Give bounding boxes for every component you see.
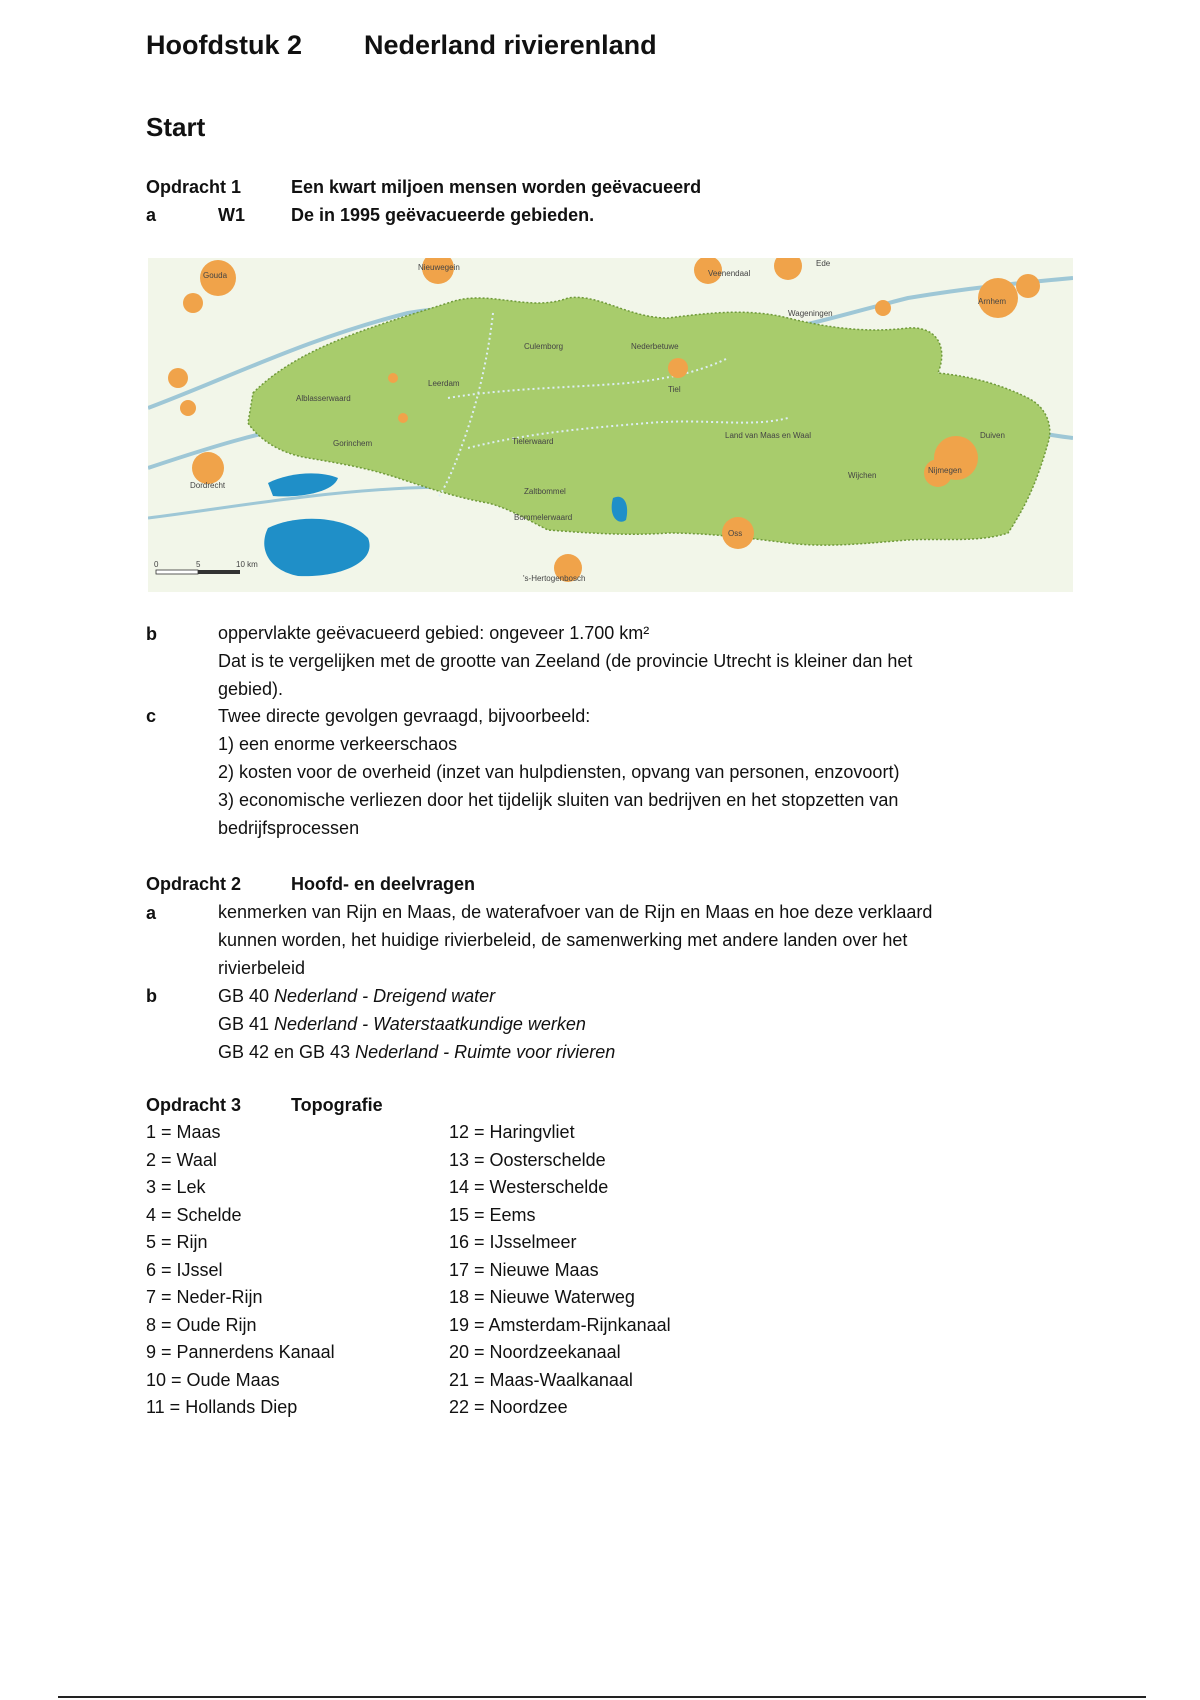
- opdracht1-c-letter: c: [146, 706, 157, 726]
- scale-label-5: 5: [196, 560, 201, 569]
- opdracht1-title: Een kwart miljoen mensen worden geëvacueerd: [291, 177, 702, 197]
- topo-item: 9 = Pannerdens Kanaal: [146, 1342, 335, 1362]
- gb-code: GB 41: [218, 1014, 270, 1034]
- gb-code: GB 40: [218, 986, 270, 1006]
- topo-item: 15 = Eems: [449, 1204, 536, 1225]
- opdracht1-b-line1: oppervlakte geëvacueerd gebied: ongeveer 1.700 km²: [218, 623, 650, 643]
- gb-title: Nederland - Ruimte voor rivieren: [355, 1042, 616, 1062]
- topo-item: 7 = Neder-Rijn: [146, 1287, 263, 1307]
- opdracht1-c-line: 2) kosten voor de overheid (inzet van hulpdiensten, opvang van personen, enzovoort): [218, 762, 900, 782]
- label-ede: Ede: [816, 259, 831, 268]
- label-leerdam: Leerdam: [428, 379, 460, 388]
- topo-item: 4 = Schelde: [146, 1204, 242, 1225]
- topografie-right-list: [449, 1119, 671, 1422]
- opdracht2-b-letter: b: [146, 986, 157, 1006]
- topo-item: 1 = Maas: [146, 1122, 221, 1142]
- topo-item: 11 = Hollands Diep: [146, 1397, 298, 1417]
- topo-item: 20 = Noordzeekanaal: [449, 1342, 621, 1362]
- topo-item: 22 = Noordzee: [449, 1397, 568, 1417]
- label-oss: Oss: [728, 529, 743, 538]
- scale-label-0: 0: [154, 560, 159, 569]
- topo-item: 8 = Oude Rijn: [146, 1314, 257, 1335]
- footer-rule: [58, 1696, 1146, 1698]
- opdracht2-b-item: [218, 1011, 586, 1038]
- topo-item: 12 = Haringvliet: [449, 1122, 575, 1142]
- topo-item: 14 = Westerschelde: [449, 1177, 609, 1197]
- topo-item: 18 = Nieuwe Waterweg: [449, 1287, 635, 1307]
- label-land-van-maas-en-waal: Land van Maas en Waal: [725, 431, 811, 440]
- opdracht1-c-line: bedrijfsprocessen: [218, 818, 360, 838]
- topo-item: 21 = Maas-Waalkanaal: [449, 1369, 633, 1390]
- section-title: Start: [146, 112, 206, 142]
- topo-item: 19 = Amsterdam-Rijnkanaal: [449, 1314, 671, 1335]
- scale-label-10: 10 km: [236, 560, 258, 569]
- opdracht1-c-line: 3) economische verliezen door het tijdelijk sluiten van bedrijven en het stopzetten van: [218, 790, 899, 810]
- label-s-hertogenbosch: 's-Hertogenbosch: [523, 574, 586, 583]
- chapter-number: Hoofdstuk 2: [146, 30, 303, 60]
- opdracht3-label: Opdracht 3: [146, 1095, 242, 1115]
- label-nederbetuwe: Nederbetuwe: [631, 342, 679, 351]
- topo-item: 2 = Waal: [146, 1149, 217, 1170]
- opdracht2-a-line: rivierbeleid: [218, 958, 306, 978]
- gb-title: Nederland - Waterstaatkundige werken: [274, 1014, 586, 1034]
- topo-item: 10 = Oude Maas: [146, 1369, 280, 1390]
- topo-item: 13 = Oosterschelde: [449, 1149, 606, 1170]
- label-wageningen: Wageningen: [788, 309, 833, 318]
- label-culemborg: Culemborg: [524, 342, 564, 351]
- opdracht2-b-item: [218, 983, 495, 1010]
- label-wijchen: Wijchen: [848, 471, 877, 480]
- label-nieuwegein: Nieuwegein: [418, 263, 460, 272]
- opdracht1-a-letter: a: [146, 205, 157, 225]
- label-veenendaal: Veenendaal: [708, 269, 751, 278]
- evacuation-map: [148, 258, 1073, 592]
- label-gouda: Gouda: [203, 271, 228, 280]
- opdracht2-a-line: kunnen worden, het huidige rivierbeleid, de samenwerking met andere landen over het: [218, 930, 908, 950]
- label-tiel: Tiel: [668, 385, 681, 394]
- gb-code: GB 42 en GB 43: [218, 1042, 351, 1062]
- opdracht2-b-item: [218, 1039, 615, 1066]
- opdracht3-title: Topografie: [291, 1095, 383, 1115]
- topo-item: 17 = Nieuwe Maas: [449, 1259, 599, 1280]
- topo-item: 6 = IJssel: [146, 1259, 223, 1280]
- label-gorinchem: Gorinchem: [333, 439, 373, 448]
- label-alblasserwaard: Alblasserwaard: [296, 394, 351, 403]
- label-nijmegen: Nijmegen: [928, 466, 962, 475]
- topo-item: 16 = IJsselmeer: [449, 1232, 577, 1252]
- opdracht1-c-line: 1) een enorme verkeerschaos: [218, 734, 458, 754]
- topografie-left-list: [146, 1119, 335, 1422]
- label-bommelerwaard: Bommelerwaard: [514, 513, 573, 522]
- opdracht1-b-letter: b: [146, 624, 157, 644]
- label-arnhem: Arnhem: [978, 297, 1007, 306]
- label-zaltbommel: Zaltbommel: [524, 487, 566, 496]
- label-tielerwaard: Tielerwaard: [512, 437, 554, 446]
- opdracht2-title: Hoofd- en deelvragen: [291, 874, 476, 894]
- opdracht2-a-line: kenmerken van Rijn en Maas, de waterafvoer van de Rijn en Maas en hoe deze verklaard: [218, 902, 933, 922]
- chapter-title: Nederland rivierenland: [364, 30, 657, 60]
- opdracht1-c-line: Twee directe gevolgen gevraagd, bijvoorbeeld:: [218, 706, 591, 726]
- gb-title: Nederland - Dreigend water: [274, 986, 496, 1006]
- label-dordrecht: Dordrecht: [190, 481, 226, 490]
- opdracht1-label: Opdracht 1: [146, 177, 242, 197]
- opdracht1-b-line2: Dat is te vergelijken met de grootte van Zeeland (de provincie Utrecht is kleiner dan het: [218, 651, 913, 671]
- opdracht1-a-code: W1: [218, 205, 245, 225]
- topo-item: 5 = Rijn: [146, 1232, 208, 1252]
- opdracht1-b-line3: gebied).: [218, 679, 284, 699]
- label-duiven: Duiven: [980, 431, 1005, 440]
- topo-item: 3 = Lek: [146, 1177, 206, 1197]
- opdracht2-label: Opdracht 2: [146, 874, 242, 894]
- opdracht1-a-text: De in 1995 geëvacueerde gebieden.: [291, 205, 595, 225]
- opdracht2-a-letter: a: [146, 903, 157, 923]
